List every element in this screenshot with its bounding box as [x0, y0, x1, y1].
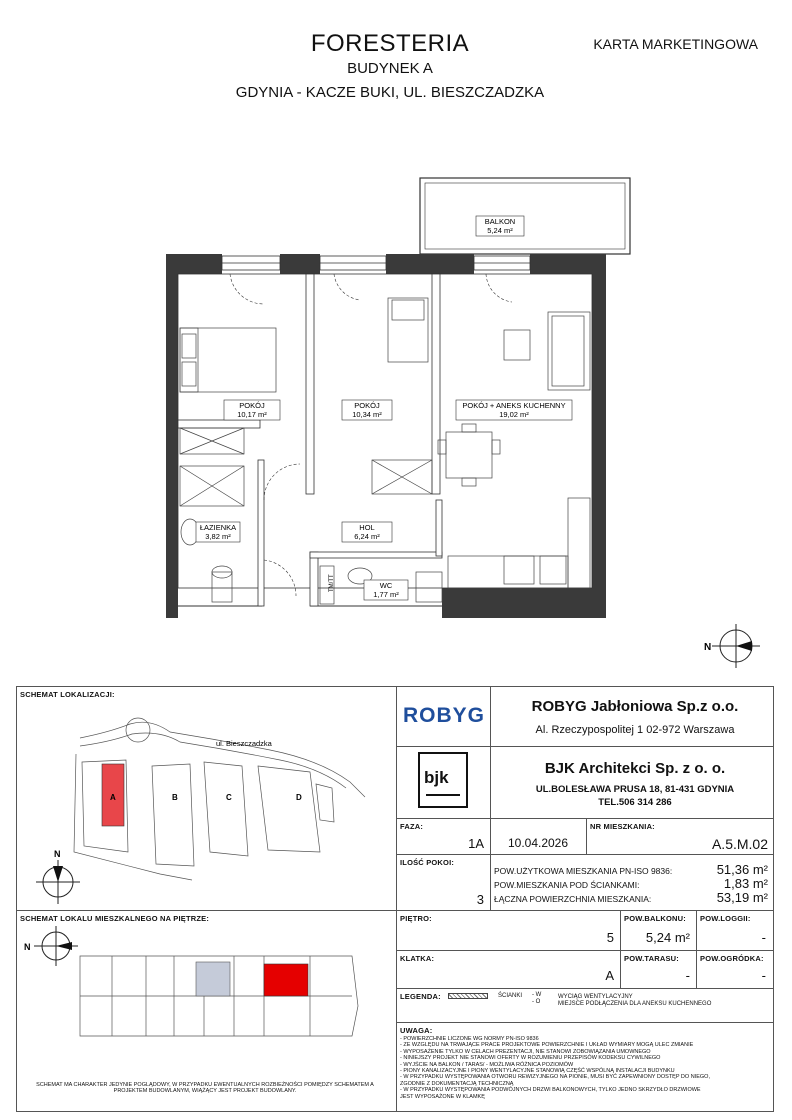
svg-text:1,77 m²: 1,77 m²	[373, 590, 399, 599]
svg-text:N: N	[54, 849, 61, 859]
svg-text:10,34 m²: 10,34 m²	[352, 410, 382, 419]
interior-walls	[178, 274, 442, 606]
svg-text:N: N	[704, 642, 712, 653]
svg-text:POKÓJ: POKÓJ	[354, 401, 380, 410]
architect-name: BJK Architekci Sp. z o. o.	[544, 760, 726, 777]
svg-text:10,17 m²: 10,17 m²	[237, 410, 267, 419]
architect-address: UL.BOLESŁAWA PRUSA 18, 81-431 GDYNIA	[535, 784, 735, 795]
balkon-value: 5,24 m²	[645, 930, 690, 945]
address: GDYNIA - KACZE BUKI, UL. BIESZCZADZKA	[235, 84, 545, 101]
pietro-label: PIĘTRO:	[400, 914, 432, 923]
project-title: FORESTERIA	[310, 30, 470, 57]
north-arrow-floor	[24, 926, 78, 966]
date: 10.04.2026	[507, 836, 569, 850]
taras-label: POW.TARASU:	[624, 954, 679, 963]
windows	[222, 256, 530, 270]
room-label	[456, 400, 572, 420]
area3-label: ŁĄCZNA POWIERZCHNIA MIESZKANIA:	[494, 894, 652, 904]
room-label	[196, 522, 240, 542]
svg-text:19,02 m²: 19,02 m²	[499, 410, 529, 419]
floor-plan	[0, 170, 792, 680]
building-label: A	[110, 793, 116, 802]
klatka-value: A	[605, 968, 614, 983]
building-label: C	[226, 793, 232, 802]
building-name: BUDYNEK A	[347, 60, 433, 77]
north-arrow-plan	[704, 624, 760, 668]
walls-swatch	[448, 993, 488, 999]
area2-value: 1,83 m²	[723, 876, 768, 891]
staircase	[196, 962, 230, 996]
street-label: ul. Bieszczadzka	[216, 739, 272, 748]
svg-text:6,24 m²: 6,24 m²	[354, 532, 380, 541]
tm-tt-label: TM/TT	[329, 574, 335, 592]
nr-label: NR MIESZKANIA:	[590, 822, 655, 831]
area1-value: 51,36 m²	[716, 862, 768, 877]
pokoi-value: 3	[476, 892, 484, 907]
svg-text:POKÓJ + ANEKS KUCHENNY: POKÓJ + ANEKS KUCHENNY	[462, 401, 566, 410]
legend-walls: ŚCIANKI	[498, 993, 523, 999]
faza-label: FAZA:	[400, 822, 424, 831]
taras-value: -	[685, 968, 690, 983]
svg-text:WC: WC	[379, 581, 393, 590]
balkon-label: POW.BALKONU:	[624, 914, 686, 923]
legend-vent2: MIEJSCE PODŁĄCZENIA DLA ANEKSU KUCHENNEGO	[558, 1001, 712, 1007]
floor-scheme-title: SCHEMAT LOKALU MIESZKALNEGO NA PIĘTRZE:	[20, 914, 210, 923]
location-map	[20, 702, 392, 908]
klatka-label: KLATKA:	[400, 954, 435, 963]
notes-title: UWAGA:	[400, 1026, 433, 1035]
pokoi-label: ILOŚĆ POKOI:	[400, 858, 455, 867]
building-label: B	[172, 793, 178, 802]
loggia-value: -	[761, 930, 766, 945]
svg-text:HOL: HOL	[359, 523, 375, 532]
loggia-label: POW.LOGGII:	[700, 914, 751, 923]
svg-text:N: N	[24, 942, 31, 952]
disclaimer: SCHEMAT MA CHARAKTER JEDYNIE POGLĄDOWY, W PRZYPADKU EWENTUALNYCH ROZBIEŻNOŚCI POMIĘDZY SCHEMATEM A PROJEKTEM BUDOWLANYM, WIĄŻĄCY JEST PROJEKT BUDOWLANY.	[36, 1082, 374, 1095]
svg-text:ŁAZIENKA: ŁAZIENKA	[199, 523, 237, 532]
architect-phone: TEL.506 314 286	[598, 797, 672, 808]
building-label: D	[296, 793, 302, 802]
company-name: ROBYG Jabłoniowa Sp.z o.o.	[531, 698, 739, 715]
room-label	[342, 522, 392, 542]
floor-scheme	[20, 926, 392, 1076]
apartment-highlight	[264, 964, 308, 996]
svg-text:BALKON: BALKON	[484, 217, 516, 226]
area2-label: POW.MIESZKANIA POD ŚCIANKAMI:	[494, 880, 640, 890]
room-label	[364, 580, 408, 600]
notes-list: - POWIERZCHNIE LICZONE WG NORMY PN-ISO 9836 - ZE WZGLĘDU NA TRWAJĄCE PRACE PROJEKTOWE POWIERZCHNIE I UKŁAD WYMIARY MOGĄ ULEC ZMIANIE - WYPOSAŻENIE TYLKO W CELACH PREZENTACJI, NIE STANOWI ZOBOWIĄZANIA UMOWNEGO - NINIEJSZY PROJEKT NIE STANOWI OFERTY W ROZUMIENIU PRZEPISÓW KODEKSU CYWILNEGO - WYJŚCIE NA BALKON / TARAS/ - MOŻLIWA RÓŻNICA POZIOMÓW - PIONY KANALIZACYJNE I PIONY WENTYLACYJNE STANOWIĄ CZĘŚĆ WSPÓLNĄ INSTALACJI BUDYNKU - W PRZYPADKU WYSTĘPOWANIA OTWORU REWIZYJNEGO NA PIONIE, MUSI BYĆ ZAPEWNIONY DOSTĘP DO NIEGO, ZGODNIE Z DOKUMENTACJĄ TECHNICZNĄ - W PRZYPADKU WYSTĘPOWANIA PODWÓJNYCH DRZWI BALKONOWYCH, TYLKO JEDNO SKRZYDŁO DRZWIOWE JEST WYPOSAŻONE W KLAMKĘ	[400, 1036, 710, 1100]
svg-text:POKÓJ: POKÓJ	[239, 401, 265, 410]
legend-title: LEGENDA:	[400, 992, 441, 1001]
room-label	[224, 400, 280, 420]
door-swings	[230, 274, 512, 596]
robyg-logo: ROBYG	[402, 704, 485, 727]
company-address: Al. Rzeczypospolitej 1 02-972 Warszawa	[535, 724, 735, 736]
bjk-logo: bjk	[418, 752, 468, 808]
ogrodek-value: -	[761, 968, 766, 983]
svg-text:3,82 m²: 3,82 m²	[205, 532, 231, 541]
area3-value: 53,19 m²	[716, 890, 768, 905]
ogrodek-label: POW.OGRÓDKA:	[700, 954, 764, 963]
north-arrow-location	[36, 849, 80, 904]
faza-value: 1A	[468, 836, 484, 851]
area1-label: POW.UŻYTKOWA MIESZKANIA PN-ISO 9836:	[494, 866, 673, 876]
room-label	[476, 216, 524, 236]
nr-value: A.5.M.02	[711, 836, 768, 852]
balcony-outline	[420, 178, 630, 254]
location-title: SCHEMAT LOKALIZACJI:	[20, 690, 115, 699]
svg-text:5,24 m²: 5,24 m²	[487, 226, 513, 235]
legend-vent-codes: - W - O	[532, 992, 542, 1005]
room-label	[342, 400, 392, 420]
pietro-value: 5	[606, 930, 614, 945]
legend-vent1: WYCIĄG WENTYLACYJNY	[558, 994, 633, 1000]
card-type: KARTA MARKETINGOWA	[593, 36, 758, 52]
